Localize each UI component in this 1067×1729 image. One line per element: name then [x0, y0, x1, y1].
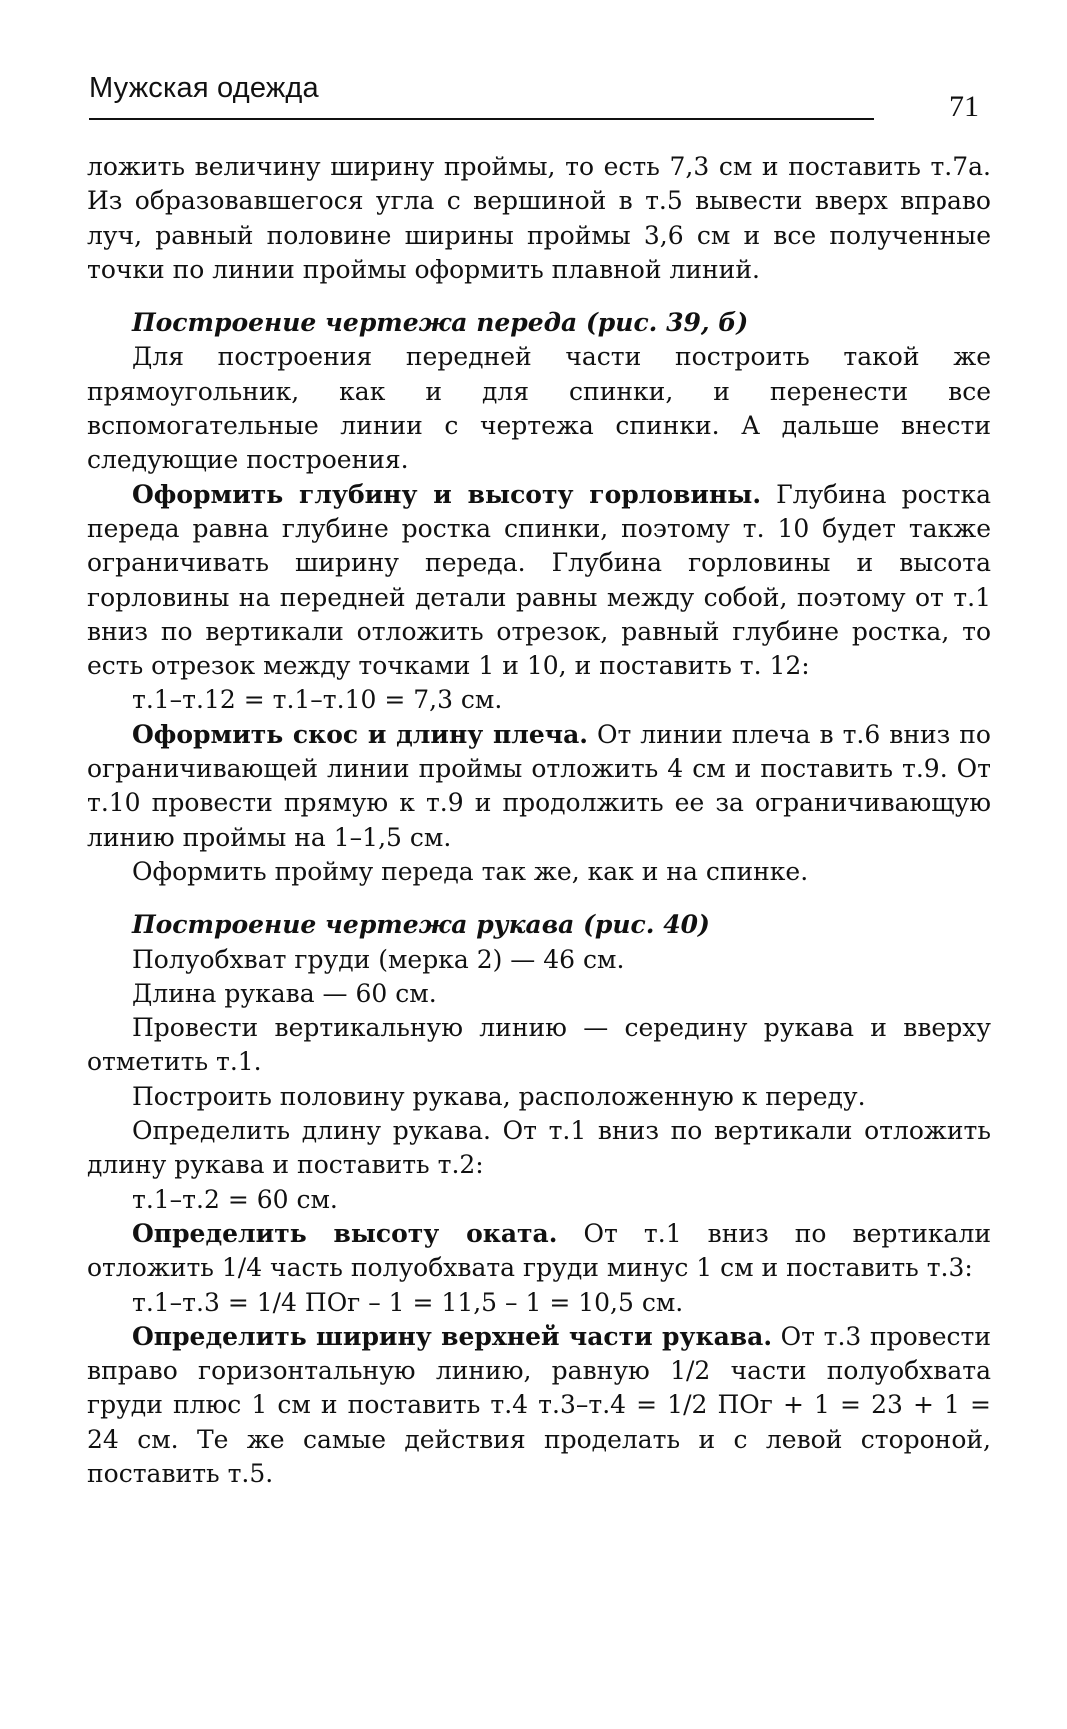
paragraph-half-sleeve: Построить половину рукава, расположенную к переду. — [132, 1081, 866, 1111]
page-header — [89, 68, 874, 120]
subheading-sleeve-drawing: Построение чертежа рукава (рис. 40) — [132, 910, 710, 940]
running-title: Мужская одежда — [89, 72, 319, 104]
lead-shoulder: Оформить скос и длину плеча. — [132, 719, 589, 749]
paragraph-upper-width — [87, 1320, 991, 1491]
formula-sleeve-length: т.1–т.2 = 60 см. — [132, 1184, 338, 1214]
page-number: 71 — [949, 90, 979, 123]
paragraph-center-line: Провести вертикальную линию — середину рукава и вверху отметить т.1. — [87, 1013, 991, 1077]
paragraph-chest-measure: Полуобхват груди (мерка 2) — 46 см. — [132, 944, 625, 974]
text-shoulder: От линии плеча в т.6 вниз по ограничивающей линии проймы отложить 4 см и поставить т.9. От т.10 провести прямую к т.9 и продолжить ее за ограничивающую линию проймы на 1–1,5 см. — [87, 719, 991, 852]
paragraph-shoulder — [87, 718, 991, 855]
paragraph-sleeve-length: Длина рукава — 60 см. — [132, 978, 437, 1008]
lead-upper-width: Определить ширину верхней части рукава. — [132, 1321, 773, 1351]
paragraph-neckline — [87, 478, 991, 684]
text-neckline: Глубина ростка переда равна глубине ростка спинки, поэтому т. 10 будет также ограничивать ширину переда. Глубина горловины и высота горловины на передней детали равны между собой, поэтому от т.1 вниз по вертикали отложить отрезок, равный глубине ростка, то есть отрезок между точками 1 и 10, и поставить т. 12: — [87, 479, 991, 681]
paragraph-front-intro: Для построения передней части построить такой же прямоугольник, как и для спинки, и перенести все вспомогательные линии с чертежа спинки. А дальше внести следующие построения. — [87, 342, 991, 475]
paragraph-define-length: Определить длину рукава. От т.1 вниз по вертикали отложить длину рукава и поставить т.2: — [87, 1116, 991, 1180]
lead-neckline: Оформить глубину и высоту горловины. — [132, 479, 762, 509]
paragraph-armhole: Оформить пройму переда так же, как и на спинке. — [132, 856, 809, 886]
text-cap-height: От т.1 вниз по вертикали отложить 1/4 часть полуобхвата груди минус 1 см и поставить т.3: — [87, 1218, 991, 1283]
page-body — [87, 150, 991, 1491]
text-upper-width: От т.3 провести вправо горизонтальную линию, равную 1/2 части полуобхвата груди плюс 1 см и поставить т.4 т.3–т.4 = 1/2 ПОг + 1 = 23 + 1 = 24 см. Те же самые действия проделать и с левой стороной, поставить т.5. — [87, 1321, 991, 1488]
lead-cap-height: Определить высоту оката. — [132, 1218, 558, 1248]
paragraph-continuation: ложить величину ширину проймы, то есть 7,3 см и поставить т.7а. Из образовавшегося угла с вершиной в т.5 вывести вверх вправо луч, равный половине ширины проймы 3,6 см и все полученные точки по линии проймы оформить плавной линий. — [87, 152, 991, 284]
formula-neckline: т.1–т.12 = т.1–т.10 = 7,3 см. — [132, 685, 503, 715]
paragraph-cap-height — [87, 1217, 991, 1286]
subheading-front-drawing: Построение чертежа переда (рис. 39, б) — [132, 308, 749, 338]
formula-cap-height: т.1–т.3 = 1/4 ПОг – 1 = 11,5 – 1 = 10,5 см. — [132, 1287, 684, 1317]
